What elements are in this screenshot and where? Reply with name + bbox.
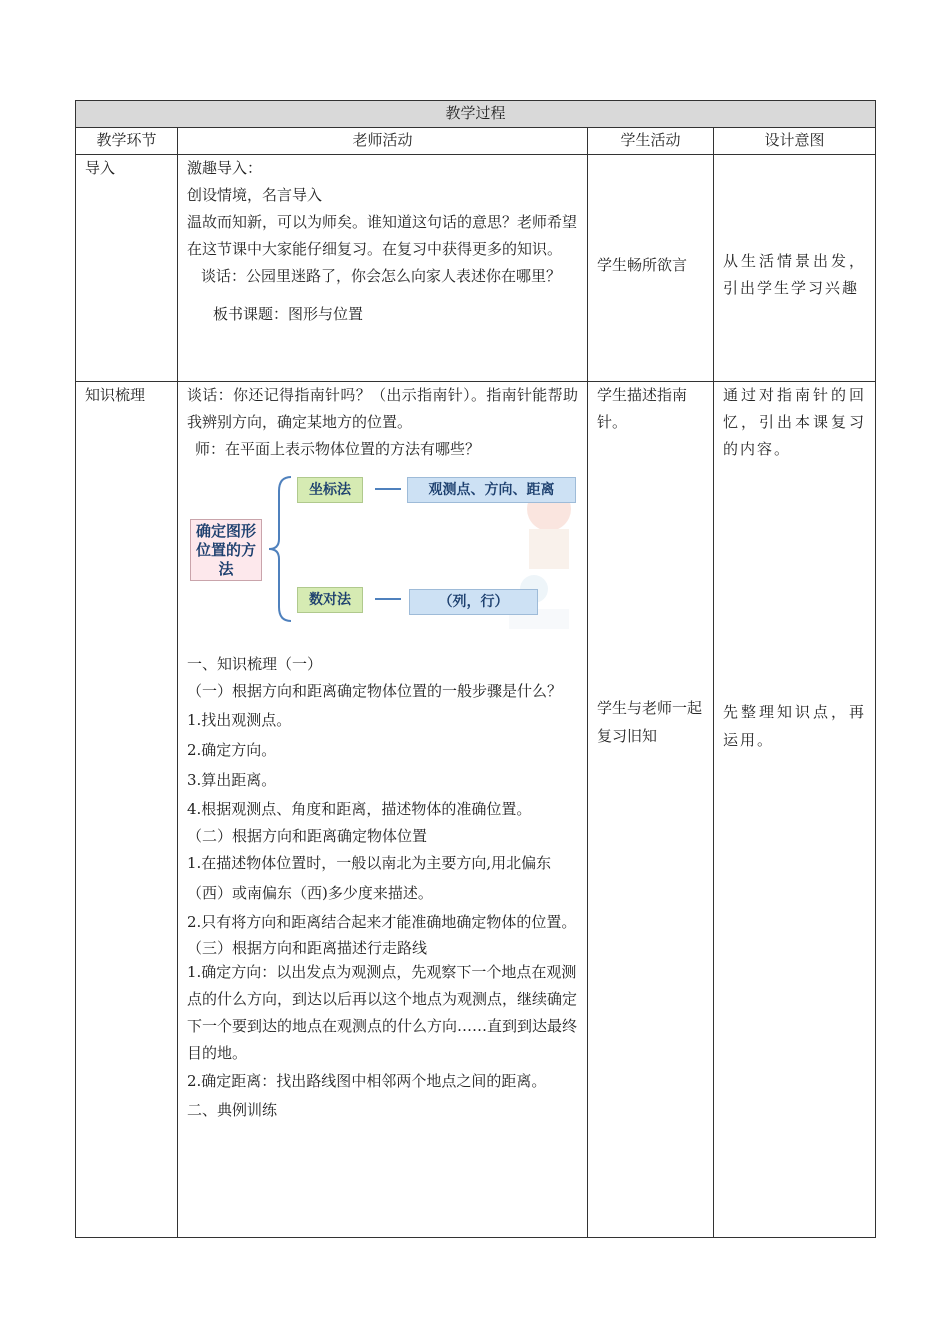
intent-line: 先整理知识点，再运用。 [723, 703, 867, 749]
student-activity-cell [588, 155, 714, 382]
teacher-line: 2.只有将方向和距离结合起来才能准确地确定物体的位置。 [187, 913, 577, 931]
intent-line: 从生活情景出发，引出学生学习兴趣 [723, 252, 867, 297]
teacher-line: 创设情境，名言导入 [187, 186, 323, 204]
student-line: 学生畅所欲言 [597, 255, 688, 274]
diagram-method1-desc-box: 观测点、方向、距离 [407, 477, 576, 503]
header-intent: 设计意图 [714, 128, 876, 155]
teacher-line: 4.根据观测点、角度和距离，描述物体的准确位置。 [187, 800, 532, 818]
teacher-line: 1.在描述物体位置时，一般以南北为主要方向,用北偏东（西）或南偏东（西)多少度来描述。 [187, 854, 552, 902]
teacher-line: 1.找出观测点。 [187, 711, 292, 729]
teacher-line: 3.算出距离。 [187, 771, 277, 789]
header-student: 学生活动 [588, 128, 714, 155]
table-title: 教学过程 [76, 101, 876, 128]
header-stage: 教学环节 [76, 128, 178, 155]
diagram-method1-box: 坐标法 [297, 477, 363, 503]
teacher-line: 谈话：公园里迷路了，你会怎么向家人表述你在哪里？ [201, 267, 562, 285]
table-row [76, 155, 876, 382]
header-teacher: 老师活动 [178, 128, 588, 155]
teacher-line: 2.确定距离：找出路线图中相邻两个地点之间的距离。 [187, 1072, 547, 1090]
teacher-activity-cell [178, 382, 588, 1238]
teacher-line: 温故而知新，可以为师矣。谁知道这句话的意思？老师希望在这节课中大家能仔细复习。在复习中获得更多的知识。 [187, 213, 578, 258]
table-row [76, 382, 876, 1238]
stage-cell: 知识梳理 [76, 382, 178, 1238]
stage-cell: 导入 [76, 155, 178, 382]
teacher-line: 二、典例训练 [187, 1101, 278, 1119]
teacher-line: 激趣导入： [187, 159, 263, 177]
teacher-line: （三）根据方向和距离描述行走路线 [187, 939, 428, 957]
intent-line: 通过对指南针的回忆，引出本课复习的内容。 [723, 386, 867, 458]
diagram-main-box: 确定图形位置的方法 [190, 519, 262, 581]
header-row [76, 128, 876, 155]
student-line: 学生描述指南针。 [597, 386, 688, 431]
intent-cell [714, 155, 876, 382]
position-methods-diagram [187, 469, 579, 641]
teacher-line: （二）根据方向和距离确定物体位置 [187, 827, 428, 845]
student-activity-cell [588, 382, 714, 1238]
teaching-process-table [75, 100, 876, 1238]
diagram-method2-desc-box: （列，行） [409, 589, 538, 615]
diagram-method2-box: 数对法 [297, 587, 363, 613]
teacher-line: 板书课题：图形与位置 [213, 305, 364, 323]
teacher-line: 师：在平面上表示物体位置的方法有哪些？ [195, 440, 481, 458]
teacher-line: 一、知识梳理（一） [187, 655, 323, 673]
teacher-line: 2.确定方向。 [187, 741, 277, 759]
intent-cell [714, 382, 876, 1238]
teacher-activity-cell [178, 155, 588, 382]
student-line: 学生与老师一起复习旧知 [597, 699, 703, 745]
teacher-line: 1.确定方向：以出发点为观测点，先观察下一个地点在观测点的什么方向，到达以后再以这个地点为观测点，继续确定下一个要到达的地点在观测点的什么方向……直到到达最终目的地。 [187, 963, 578, 1062]
teacher-line: （一）根据方向和距离确定物体位置的一般步骤是什么？ [187, 682, 563, 700]
teacher-line: 谈话：你还记得指南针吗？（出示指南针）。指南针能帮助我辨别方向，确定某地方的位置。 [187, 386, 578, 431]
